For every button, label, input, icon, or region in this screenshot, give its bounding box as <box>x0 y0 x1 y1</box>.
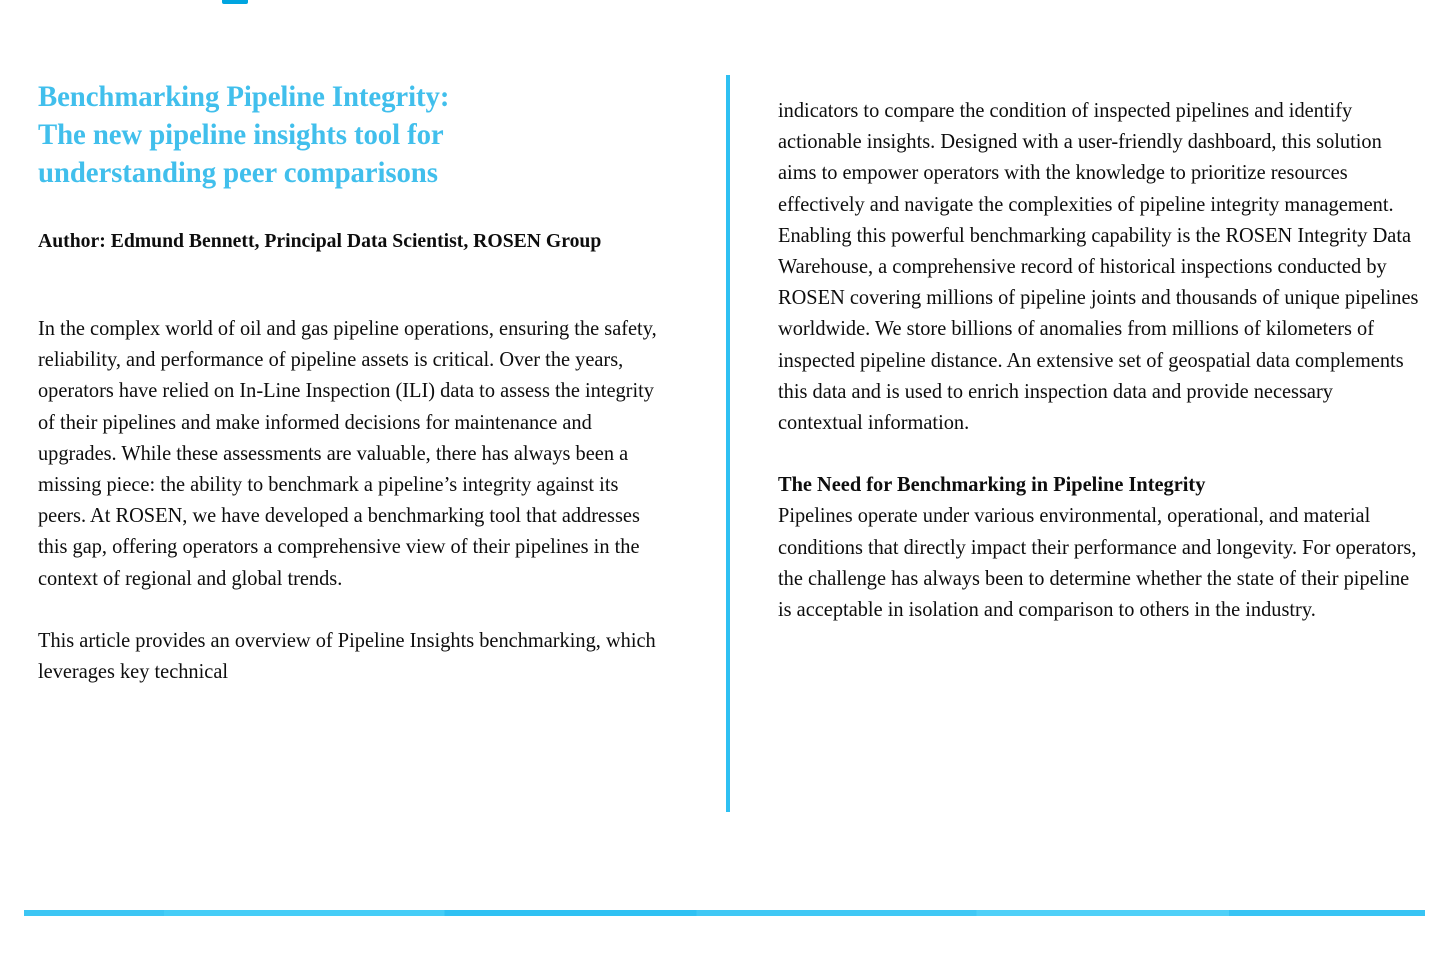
bottom-accent-rule <box>24 910 1425 916</box>
left-column-body <box>38 313 667 687</box>
section-body: Pipelines operate under various environmental, operational, and material conditions that directly impact their performance and longevity. For operators, the challenge has always been to determine whether the state of their pipeline is acceptable in isolation and comparison to others in the industry. <box>778 503 1417 622</box>
paragraph: This article provides an overview of Pipeline Insights benchmarking, which leverages key technical <box>38 627 656 684</box>
page-title <box>38 78 652 192</box>
page-title-line-2: The new pipeline insights tool for <box>38 118 444 151</box>
paragraph: indicators to compare the condition of inspected pipelines and identify actionable insights. Designed with a user-friendly dashboard, this solution aims to empower operators with the knowledge to prioritize resources effectively and navigate the complexities of pipeline integrity management. Enabling this powerful benchmarking capability is the ROSEN Integrity Data Warehouse, a comprehensive record of historical inspections conducted by ROSEN covering millions of pipeline joints and thousands of unique pipelines worldwide. We store billions of anomalies from millions of kilometers of inspected pipeline distance. An extensive set of geospatial data complements this data and is used to enrich inspection data and provide necessary contextual information. <box>778 98 1419 435</box>
column-divider <box>726 75 730 812</box>
logo-fragment-icon <box>222 0 248 4</box>
right-column-body <box>778 95 1420 625</box>
paragraph: In the complex world of oil and gas pipeline operations, ensuring the safety, reliability, and performance of pipeline assets is critical. Over the years, operators have relied on In-Line Inspection (ILI) data to assess the integrity of their pipelines and make informed decisions for maintenance and upgrades. While these assessments are valuable, there has always been a missing piece: the ability to benchmark a pipeline’s integrity against its peers. At ROSEN, we have developed a benchmarking tool that addresses this gap, offering operators a comprehensive view of their pipelines in the context of regional and global trends. <box>38 316 657 590</box>
page-title-line-1: Benchmarking Pipeline Integrity: <box>38 80 450 113</box>
page-title-line-3: understanding peer comparisons <box>38 156 438 189</box>
section-heading: The Need for Benchmarking in Pipeline Integrity <box>778 472 1206 497</box>
author-byline: Author: Edmund Bennett, Principal Data Scientist, ROSEN Group <box>38 230 602 252</box>
section-block <box>778 469 1420 625</box>
